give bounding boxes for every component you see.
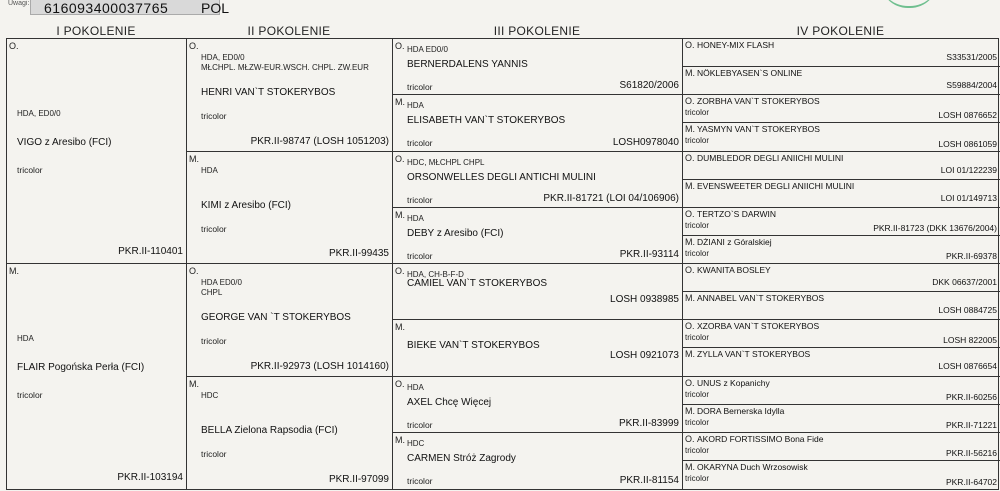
health-titles: HDA xyxy=(407,382,424,392)
gen4-cell xyxy=(683,292,1000,320)
dog-name: VIGO z Aresibo (FCI) xyxy=(17,137,112,148)
registration-number: LOSH 0938985 xyxy=(610,294,679,305)
coat-color: tricolor xyxy=(201,111,227,121)
gen4-cell xyxy=(683,208,1000,236)
gen2-cell xyxy=(187,39,392,152)
registration-number: PKR.II-92973 (LOSH 1014160) xyxy=(250,360,389,372)
remarks-label: Uwagi: xyxy=(8,0,30,7)
gen3-cell xyxy=(393,377,682,433)
parent-role: O. xyxy=(685,377,695,388)
health-titles: HDA ED0/0 CHPL xyxy=(201,278,242,297)
health-titles: HDC xyxy=(407,438,425,448)
health-titles: HDC, MŁCHPL CHPL xyxy=(407,157,485,167)
parent-role: O. xyxy=(685,321,695,332)
parent-role: O. xyxy=(685,40,695,50)
gen3-cell xyxy=(393,95,682,151)
parent-role: M. xyxy=(189,378,199,389)
coat-color: tricolor xyxy=(407,419,433,430)
registration-number: LOSH 0861059 xyxy=(938,138,997,149)
generation-header-3: III POKOLENIE xyxy=(493,24,581,38)
stamp-mark xyxy=(880,0,938,8)
gen4-cell xyxy=(683,95,1000,123)
dog-name: DORA Bernerska Idylla xyxy=(697,405,785,416)
parent-role: O. xyxy=(685,265,695,275)
coat-color: tricolor xyxy=(407,475,433,486)
coat-color: tricolor xyxy=(407,82,433,92)
registration-number: PKR.II-60256 xyxy=(945,391,997,402)
registration-number: LOSH 0921073 xyxy=(610,350,679,362)
gen2-cell xyxy=(187,264,392,377)
dog-name: NÖKLEBYASEN`S ONLINE xyxy=(697,68,803,79)
dog-name: AXEL Chcę Więcej xyxy=(407,396,492,408)
parent-role: O. xyxy=(189,41,199,51)
parent-role: O. xyxy=(685,96,695,107)
gen1-cell xyxy=(7,39,186,264)
coat-color: tricolor xyxy=(407,194,433,205)
dog-name: CARMEN Stróż Zagrody xyxy=(407,452,516,464)
registration-number: PKR.II-64702 xyxy=(945,477,997,487)
dog-name: TERTZO`S DARWIN xyxy=(697,208,777,219)
coat-color: tricolor xyxy=(685,108,710,118)
registration-number: PKR.II-99435 xyxy=(328,248,389,259)
registration-number: LOI 01/122239 xyxy=(940,164,997,175)
dog-name: ELISABETH VAN`T STOKERYBOS xyxy=(407,115,566,127)
parent-role: O. xyxy=(395,378,405,389)
health-titles: HDA ED0/0 xyxy=(407,45,448,54)
registration-number: PKR.II-69378 xyxy=(945,251,997,261)
parent-role: M. xyxy=(685,180,695,191)
parent-role: O. xyxy=(395,266,405,276)
registration-number: S61820/2006 xyxy=(619,80,679,92)
gen4-cell xyxy=(683,236,1000,264)
health-titles: HDA xyxy=(17,334,34,343)
coat-color: tricolor xyxy=(407,138,433,149)
coat-color: tricolor xyxy=(685,445,710,455)
health-titles: HDA, CH-B-F-D xyxy=(407,270,464,279)
dog-name: OKARYNA Duch Wrzosowisk xyxy=(697,461,808,472)
gen4-cell xyxy=(683,433,1000,461)
health-titles: HDA xyxy=(201,165,218,175)
generation-header-1: I POKOLENIE xyxy=(56,24,136,38)
dog-name: XZORBA VAN`T STOKERYBOS xyxy=(697,321,820,332)
registration-number: LOI 01/149713 xyxy=(940,192,997,203)
registration-number: DKK 06637/2001 xyxy=(932,277,997,287)
registration-number: LOSH 0876652 xyxy=(938,110,997,121)
registration-number: LOSH 0884725 xyxy=(938,305,997,316)
chip-number: 616093400037765 xyxy=(44,0,169,16)
dog-name: BELLA Zielona Rapsodia (FCI) xyxy=(201,424,338,436)
generation-2-column xyxy=(187,39,393,489)
coat-color: tricolor xyxy=(17,165,43,175)
parent-role: M. xyxy=(395,434,405,445)
dog-name: KIMI z Aresibo (FCI) xyxy=(201,199,292,211)
dog-name: ORSONWELLES DEGLI ANTICHI MULINI xyxy=(407,171,596,183)
registration-number: PKR.II-56216 xyxy=(945,447,997,458)
dog-name: GEORGE VAN `T STOKERYBOS xyxy=(201,312,351,323)
gen3-cell xyxy=(393,264,682,320)
gen3-cell xyxy=(393,208,682,264)
top-bar xyxy=(0,0,1000,22)
registration-number: S33531/2005 xyxy=(946,52,997,62)
registration-number: PKR.II-93114 xyxy=(619,249,679,260)
parent-role: M. xyxy=(189,153,199,164)
coat-color: tricolor xyxy=(201,223,227,234)
generation-1-column xyxy=(7,39,187,489)
dog-name: YASMYN VAN`T STOKERYBOS xyxy=(697,124,820,135)
parent-role: M. xyxy=(685,349,695,360)
coat-color: tricolor xyxy=(685,417,710,427)
registration-number: PKR.II-97099 xyxy=(328,474,389,485)
coat-color: tricolor xyxy=(685,389,710,399)
generation-4-column xyxy=(683,39,1000,489)
coat-color: tricolor xyxy=(407,250,433,261)
parent-role: M. xyxy=(685,124,695,135)
dog-name: AKORD FORTISSIMO Bona Fide xyxy=(697,433,824,444)
parent-role: M. xyxy=(9,266,19,276)
gen3-cell xyxy=(393,320,682,376)
registration-number: PKR.II-71221 xyxy=(945,419,997,430)
dog-name: ZORBHA VAN`T STOKERYBOS xyxy=(697,96,820,107)
dog-name: KWANITA BOSLEY xyxy=(697,265,771,275)
parent-role: M. xyxy=(395,209,405,220)
gen3-cell xyxy=(393,433,682,489)
gen3-cell xyxy=(393,152,682,208)
gen2-cell xyxy=(187,152,392,265)
registration-number: LOSH 0876654 xyxy=(938,361,997,372)
coat-color: tricolor xyxy=(17,390,43,400)
parent-role: M. xyxy=(685,405,695,416)
dog-name: CAMIEL VAN`T STOKERYBOS xyxy=(407,278,548,289)
gen3-cell xyxy=(393,39,682,95)
gen4-cell xyxy=(683,39,1000,67)
health-titles: HDA, ED0/0 xyxy=(17,109,61,118)
parent-role: O. xyxy=(395,153,405,164)
generation-header-2: II POKOLENIE xyxy=(247,24,331,38)
health-titles: HDA xyxy=(407,101,424,111)
parent-role: O. xyxy=(685,152,695,163)
coat-color: tricolor xyxy=(685,248,710,258)
pedigree-grid xyxy=(6,38,999,490)
health-titles: HDA, ED0/0 MŁCHPL. MŁZW-EUR.WSCH. CHPL. ZW.EUR xyxy=(201,53,369,72)
gen4-cell xyxy=(683,123,1000,151)
coat-color: tricolor xyxy=(201,336,227,346)
coat-color: tricolor xyxy=(201,448,227,459)
parent-role: O. xyxy=(685,433,695,444)
gen4-cell xyxy=(683,152,1000,180)
gen2-cell xyxy=(187,377,392,490)
dog-name: DŻIANI z Góralskiej xyxy=(697,236,772,247)
dog-name: BERNERDALENS YANNIS xyxy=(407,59,528,70)
parent-role: O. xyxy=(685,208,695,219)
country-code: POL xyxy=(201,0,230,16)
gen4-cell xyxy=(683,461,1000,489)
generation-header-4: IV POKOLENIE xyxy=(796,24,885,38)
parent-role: O. xyxy=(189,266,199,276)
parent-role: M. xyxy=(685,236,695,247)
registration-number: PKR.II-83999 xyxy=(618,417,679,429)
registration-number: PKR.II-81154 xyxy=(619,475,679,486)
registration-number: LOSH 822005 xyxy=(943,335,997,346)
registration-number: PKR.II-81723 (DKK 13676/2004) xyxy=(873,222,997,233)
health-titles: HDC xyxy=(201,390,219,400)
parent-role: M. xyxy=(685,461,695,472)
gen4-cell xyxy=(683,264,1000,292)
health-titles: HDA xyxy=(407,213,424,223)
dog-name: DUMBLEDOR DEGLI ANIICHI MULINI xyxy=(697,152,844,163)
registration-number: PKR.II-98747 (LOSH 1051203) xyxy=(250,135,389,147)
dog-name: ANNABEL VAN`T STOKERYBOS xyxy=(697,293,825,304)
dog-name: BIEKE VAN`T STOKERYBOS xyxy=(407,340,540,352)
dog-name: EVENSWEETER DEGLI ANIICHI MULINI xyxy=(697,180,855,191)
gen4-cell xyxy=(683,405,1000,433)
parent-role: M. xyxy=(395,322,405,333)
registration-number: PKR.II-110401 xyxy=(118,246,183,257)
coat-color: tricolor xyxy=(685,136,710,146)
gen4-cell xyxy=(683,320,1000,348)
parent-role: M. xyxy=(685,293,695,304)
generation-3-column xyxy=(393,39,683,489)
dog-name: ZYLLA VAN`T STOKERYBOS xyxy=(697,349,811,360)
dog-name: HENRI VAN`T STOKERYBOS xyxy=(201,87,336,98)
parent-role: O. xyxy=(9,41,19,51)
parent-role: M. xyxy=(395,97,405,108)
coat-color: tricolor xyxy=(685,333,710,343)
gen4-cell xyxy=(683,377,1000,405)
gen4-cell xyxy=(683,180,1000,208)
gen4-cell xyxy=(683,348,1000,376)
gen1-cell xyxy=(7,264,186,489)
parent-role: M. xyxy=(685,68,695,79)
registration-number: S59884/2004 xyxy=(946,80,997,91)
dog-name: DEBY z Aresibo (FCI) xyxy=(407,227,504,239)
coat-color: tricolor xyxy=(685,220,710,230)
dog-name: HONEY-MIX FLASH xyxy=(697,40,775,50)
dog-name: FLAIR Pogońska Perła (FCI) xyxy=(17,362,145,373)
registration-number: PKR.II-81721 (LOI 04/106906) xyxy=(543,192,679,204)
registration-number: PKR.II-103194 xyxy=(117,472,183,483)
coat-color: tricolor xyxy=(685,473,710,483)
registration-number: LOSH0978040 xyxy=(612,136,679,148)
gen4-cell xyxy=(683,67,1000,95)
dog-name: UNUS z Kopanichy xyxy=(697,377,770,388)
parent-role: O. xyxy=(395,41,405,51)
